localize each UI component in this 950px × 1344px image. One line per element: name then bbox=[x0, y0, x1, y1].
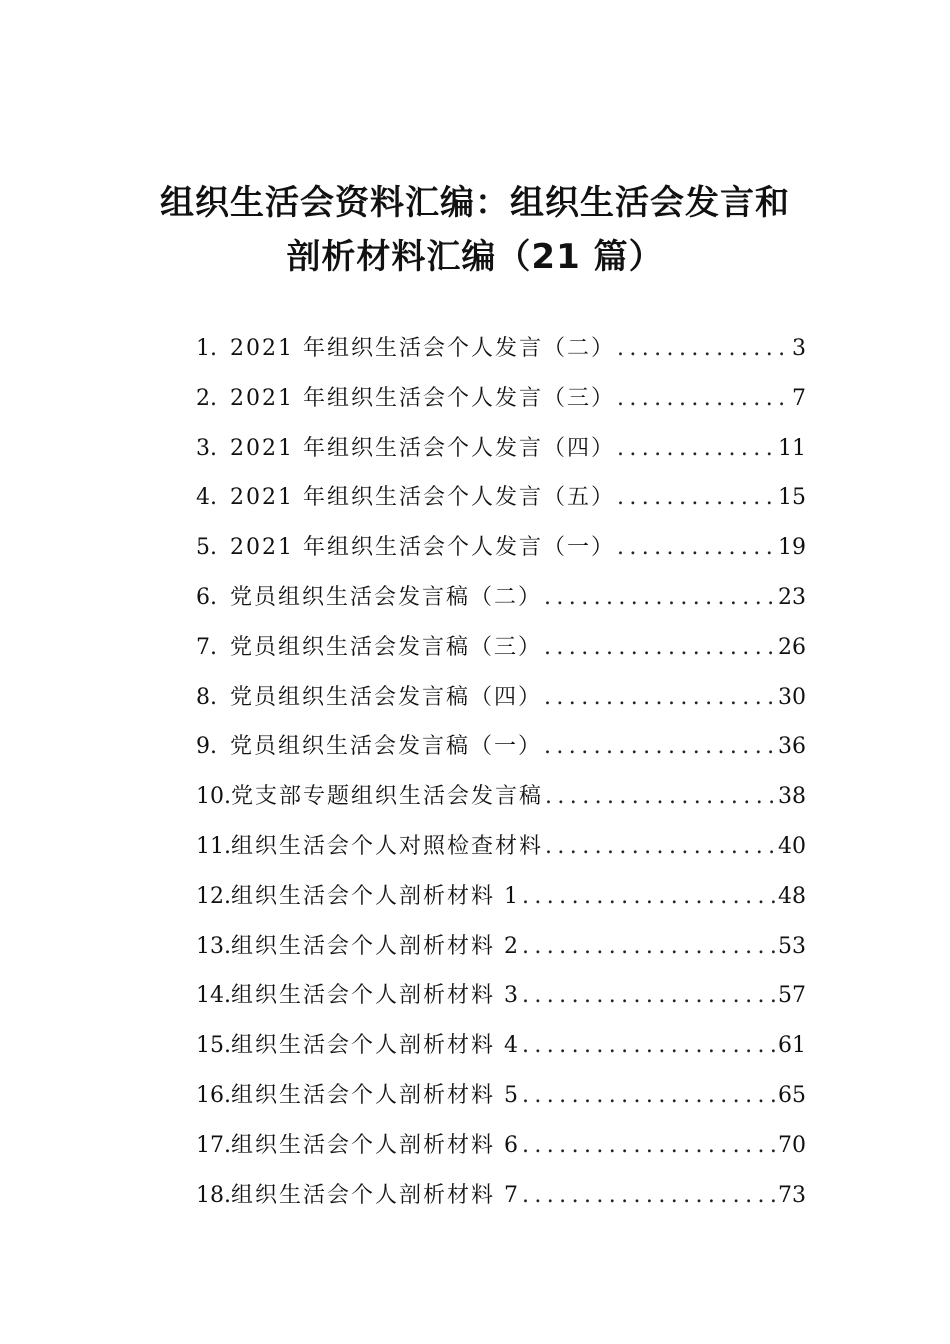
toc-entry-number: 8. bbox=[196, 684, 217, 710]
toc-entry-8[interactable] bbox=[196, 673, 806, 723]
toc-page-number: 65 bbox=[778, 1082, 806, 1108]
toc-leader-dots bbox=[615, 324, 792, 374]
toc-leader-dots bbox=[520, 1021, 778, 1071]
toc-page-number: 30 bbox=[778, 684, 806, 710]
toc-entry-label: 组织生活会个人对照检查材料 bbox=[231, 833, 544, 859]
toc-page-number: 19 bbox=[778, 535, 806, 561]
toc-entry-label: 党员组织生活会发言稿（一） bbox=[230, 734, 543, 760]
title-line-2: 剖析材料汇编（21 篇） bbox=[286, 237, 664, 277]
toc-entry-label: 2021 年组织生活会个人发言（三） bbox=[230, 385, 615, 411]
toc-entry-10[interactable] bbox=[196, 772, 806, 822]
toc-entry-label: 组织生活会个人剖析材料 7 bbox=[231, 1182, 520, 1208]
toc-entry-number: 9. bbox=[196, 734, 217, 760]
toc-entry-18[interactable] bbox=[196, 1171, 806, 1221]
toc-page-number: 48 bbox=[778, 883, 806, 909]
toc-page-number: 38 bbox=[778, 784, 806, 810]
toc-leader-dots bbox=[520, 1071, 778, 1121]
document-title bbox=[100, 176, 850, 284]
toc-page-number: 40 bbox=[778, 833, 806, 859]
toc-leader-dots bbox=[520, 872, 778, 922]
toc-entry-number: 2. bbox=[196, 385, 217, 411]
toc-entry-5[interactable] bbox=[196, 523, 806, 573]
toc-entry-number: 18. bbox=[196, 1182, 231, 1208]
toc-entry-number: 3. bbox=[196, 435, 217, 461]
toc-entry-label: 组织生活会个人剖析材料 4 bbox=[231, 1033, 520, 1059]
toc-page-number: 61 bbox=[778, 1033, 806, 1059]
toc-page-number: 15 bbox=[778, 485, 806, 511]
toc-leader-dots bbox=[542, 623, 778, 673]
toc-entry-number: 5. bbox=[196, 535, 217, 561]
toc-entry-number: 14. bbox=[196, 983, 231, 1009]
toc-page-number: 11 bbox=[778, 435, 806, 461]
toc-entry-label: 2021 年组织生活会个人发言（一） bbox=[230, 535, 615, 561]
toc-entry-9[interactable] bbox=[196, 722, 806, 772]
toc-page-number: 70 bbox=[778, 1132, 806, 1158]
toc-entry-7[interactable] bbox=[196, 623, 806, 673]
toc-entry-3[interactable] bbox=[196, 424, 806, 474]
toc-page-number: 7 bbox=[792, 385, 806, 411]
toc-leader-dots bbox=[615, 523, 778, 573]
toc-leader-dots bbox=[520, 1171, 778, 1221]
toc-entry-12[interactable] bbox=[196, 872, 806, 922]
toc-leader-dots bbox=[520, 922, 778, 972]
toc-leader-dots bbox=[615, 473, 778, 523]
toc-entry-2[interactable] bbox=[196, 374, 806, 424]
toc-entry-number: 15. bbox=[196, 1033, 231, 1059]
toc-leader-dots bbox=[615, 374, 792, 424]
toc-entry-number: 17. bbox=[196, 1132, 231, 1158]
toc-leader-dots bbox=[542, 722, 778, 772]
toc-entry-number: 16. bbox=[196, 1082, 231, 1108]
toc-entry-number: 13. bbox=[196, 933, 231, 959]
toc-entry-label: 2021 年组织生活会个人发言（二） bbox=[230, 336, 615, 361]
toc-entry-11[interactable] bbox=[196, 822, 806, 872]
toc-entry-number: 7. bbox=[196, 634, 217, 660]
toc-page-number: 53 bbox=[778, 933, 806, 959]
toc-page-number: 3 bbox=[792, 336, 806, 361]
toc-entry-label: 组织生活会个人剖析材料 2 bbox=[231, 933, 520, 959]
toc-entry-number: 10. bbox=[196, 784, 231, 810]
toc-leader-dots bbox=[615, 424, 778, 474]
toc-leader-dots bbox=[543, 822, 778, 872]
toc-entry-14[interactable] bbox=[196, 971, 806, 1021]
toc-entry-6[interactable] bbox=[196, 573, 806, 623]
toc-entry-label: 党员组织生活会发言稿（三） bbox=[230, 634, 543, 660]
toc-entry-label: 组织生活会个人剖析材料 1 bbox=[231, 883, 520, 909]
toc-entry-16[interactable] bbox=[196, 1071, 806, 1121]
toc-entry-4[interactable] bbox=[196, 473, 806, 523]
toc-leader-dots bbox=[520, 1121, 778, 1171]
toc-page-number: 26 bbox=[778, 634, 806, 660]
toc-entry-1[interactable] bbox=[196, 324, 806, 374]
table-of-contents bbox=[196, 324, 806, 1220]
toc-entry-label: 党员组织生活会发言稿（四） bbox=[230, 684, 543, 710]
toc-entry-label: 2021 年组织生活会个人发言（四） bbox=[230, 435, 615, 461]
toc-page-number: 57 bbox=[778, 983, 806, 1009]
toc-entry-number: 6. bbox=[196, 584, 217, 610]
toc-entry-label: 组织生活会个人剖析材料 3 bbox=[231, 983, 520, 1009]
toc-entry-label: 党支部专题组织生活会发言稿 bbox=[231, 784, 544, 810]
toc-leader-dots bbox=[542, 673, 778, 723]
toc-entry-number: 4. bbox=[196, 485, 217, 511]
toc-entry-label: 组织生活会个人剖析材料 5 bbox=[231, 1082, 520, 1108]
toc-entry-number: 11. bbox=[196, 833, 231, 859]
toc-entry-label: 2021 年组织生活会个人发言（五） bbox=[230, 485, 615, 511]
toc-entry-label: 党员组织生活会发言稿（二） bbox=[230, 584, 543, 610]
toc-page-number: 23 bbox=[778, 584, 806, 610]
toc-page-number: 36 bbox=[778, 734, 806, 760]
toc-leader-dots bbox=[543, 772, 778, 822]
toc-entry-15[interactable] bbox=[196, 1021, 806, 1071]
toc-page-number: 73 bbox=[778, 1182, 806, 1208]
toc-entry-label: 组织生活会个人剖析材料 6 bbox=[231, 1132, 520, 1158]
toc-leader-dots bbox=[520, 971, 778, 1021]
toc-entry-17[interactable] bbox=[196, 1121, 806, 1171]
toc-entry-13[interactable] bbox=[196, 922, 806, 972]
toc-entry-number: 12. bbox=[196, 883, 231, 909]
title-line-1: 组织生活会资料汇编：组织生活会发言和 bbox=[160, 183, 790, 223]
toc-leader-dots bbox=[542, 573, 778, 623]
toc-entry-number: 1. bbox=[196, 336, 217, 361]
